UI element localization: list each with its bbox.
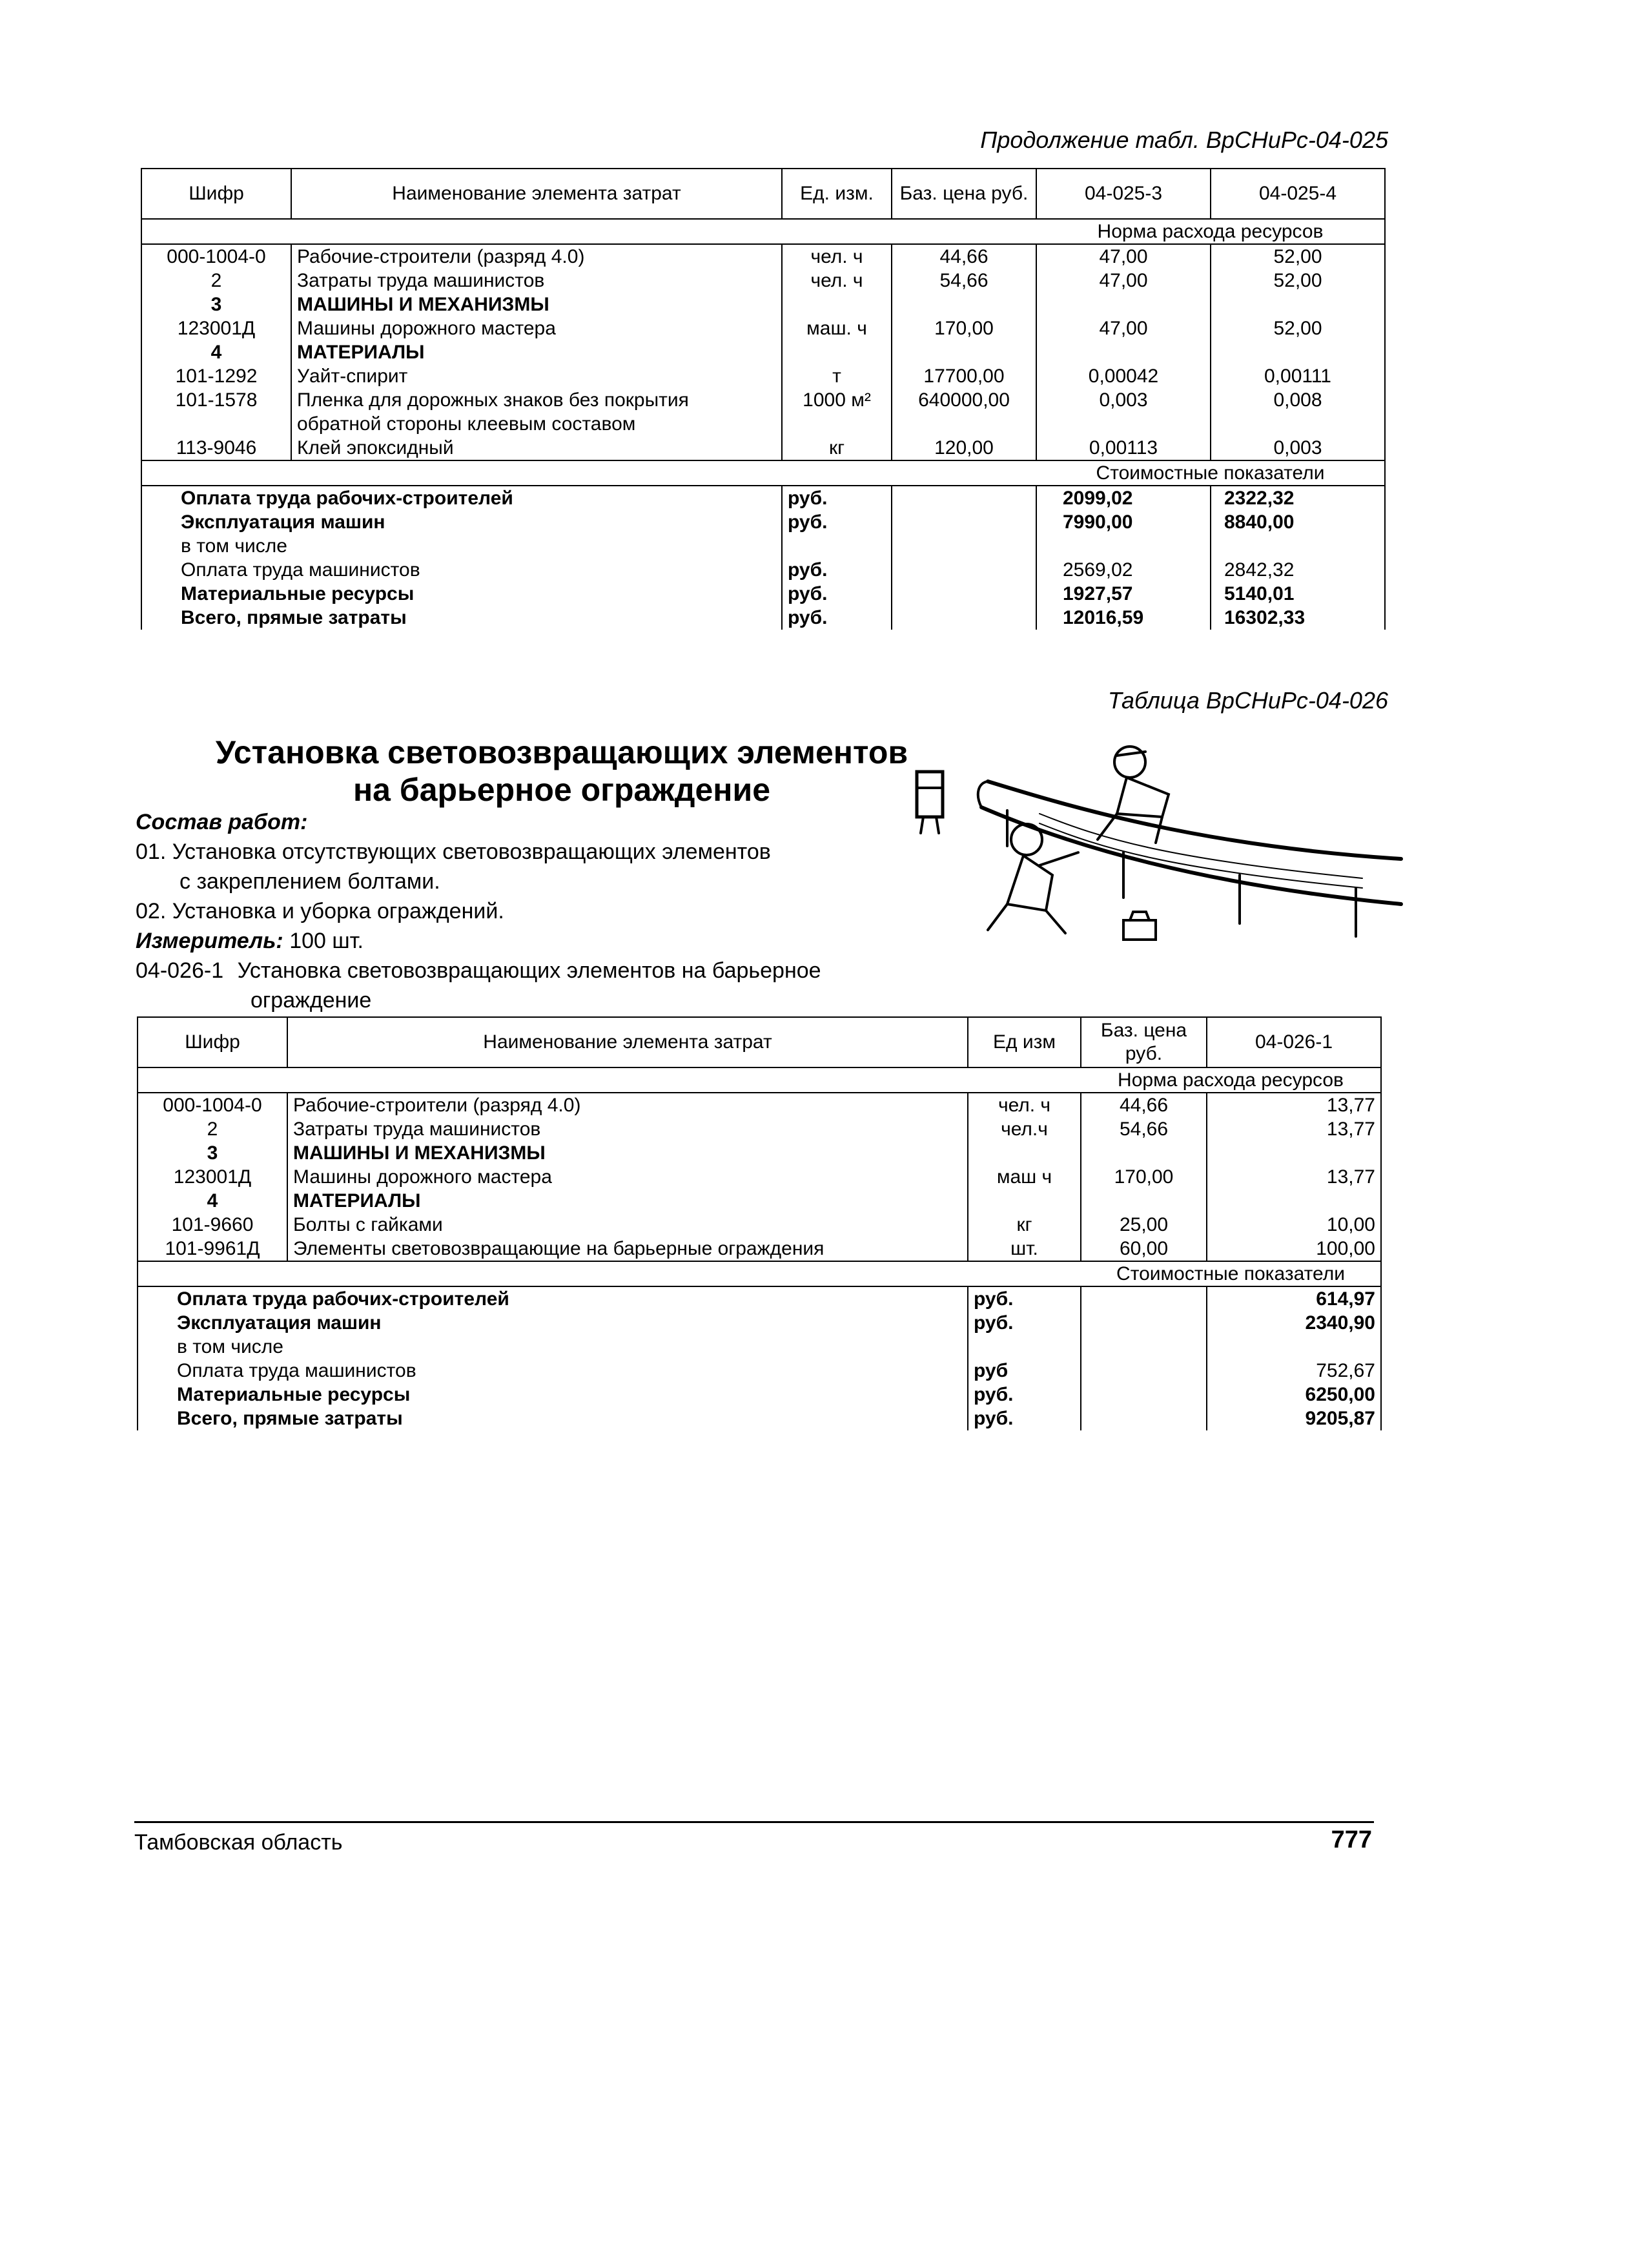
norm-label-row [138,1067,1381,1093]
row-name: Затраты труда машинистов [287,1117,968,1141]
row-code: 101-1292 [141,364,291,388]
row-code: 2 [138,1117,287,1141]
cost-value-1: 1927,57 [1036,582,1211,606]
row-code: 2 [141,269,291,293]
row-value-1 [1036,412,1211,436]
cost-price-empty [1081,1383,1207,1407]
cost-unit: руб. [968,1407,1081,1430]
row-value-1: 10,00 [1207,1213,1381,1237]
row-value-1 [1207,1141,1381,1165]
row-value-1: 0,003 [1036,388,1211,412]
row-price: 44,66 [1081,1093,1207,1117]
table-row [138,1117,1381,1141]
row-value-2: 0,008 [1211,388,1385,412]
cost-price-empty [1081,1335,1207,1359]
row-unit [968,1189,1081,1213]
cost-value-1: 2099,02 [1036,486,1211,510]
work-item-2: 02. Установка и уборка ограждений. [136,899,504,923]
table-row [138,1141,1381,1165]
table-row [141,316,1385,340]
table-row [138,1237,1381,1261]
cost-unit: руб. [782,510,892,534]
cost-value-1: 12016,59 [1036,606,1211,630]
row-code: 101-9961Д [138,1237,287,1261]
cost-price-empty [892,558,1036,582]
cost-row [138,1335,1381,1359]
workers-barrier-illustration [910,736,1414,956]
row-unit: чел. ч [968,1093,1081,1117]
row-code: 101-9660 [138,1213,287,1237]
row-name: Машины дорожного мастера [291,316,782,340]
row-value-1 [1036,340,1211,364]
header-name: Наименование элемента затрат [291,169,782,219]
item-line [136,956,943,985]
section-title [149,734,975,809]
row-unit: чел. ч [782,244,892,269]
row-name: Болты с гайками [287,1213,968,1237]
row-unit: кг [968,1213,1081,1237]
cost-value-2 [1211,534,1385,558]
cost-unit: руб. [782,486,892,510]
table-026-caption: Таблица ВрСНиРс-04-026 [1107,687,1388,714]
cost-label-row [141,460,1385,486]
row-value-2: 0,00111 [1211,364,1385,388]
header-code: Шифр [138,1017,287,1067]
row-value-2: 52,00 [1211,244,1385,269]
header-col1: 04-026-1 [1207,1017,1381,1067]
cost-value-1 [1207,1335,1381,1359]
cost-unit: руб. [968,1286,1081,1311]
cost-row [141,582,1385,606]
cost-unit: руб [968,1359,1081,1383]
row-price: 640000,00 [892,388,1036,412]
cost-value-2: 2322,32 [1211,486,1385,510]
cost-price-empty [892,582,1036,606]
work-item-1-cont: с закреплением болтами. [179,869,440,894]
row-unit [782,412,892,436]
row-code: 3 [141,293,291,316]
cost-value-2: 8840,00 [1211,510,1385,534]
row-name: Элементы световозвращающие на барьерные ограждения [287,1237,968,1261]
row-code: 123001Д [141,316,291,340]
cost-name: в том числе [138,1335,968,1359]
header-name: Наименование элемента затрат [287,1017,968,1067]
row-name: Затраты труда машинистов [291,269,782,293]
row-unit: кг [782,436,892,460]
cost-unit: руб. [782,558,892,582]
row-name: МАТЕРИАЛЫ [287,1189,968,1213]
cost-name: Оплата труда машинистов [141,558,782,582]
row-code: 000-1004-0 [141,244,291,269]
row-value-2: 52,00 [1211,316,1385,340]
cost-unit [968,1335,1081,1359]
table-row [141,293,1385,316]
row-price [1081,1141,1207,1165]
section-title-line2: на барьерное ограждение [353,772,771,808]
cost-value-1: 2569,02 [1036,558,1211,582]
cost-unit: руб. [782,606,892,630]
cost-price-empty [1081,1286,1207,1311]
row-price [1081,1189,1207,1213]
table-row [141,269,1385,293]
cost-value-1: 9205,87 [1207,1407,1381,1430]
cost-value-1: 2340,90 [1207,1311,1381,1335]
row-value-2: 52,00 [1211,269,1385,293]
row-value-1: 47,00 [1036,269,1211,293]
page-number: 777 [1331,1826,1372,1853]
table-row [141,340,1385,364]
bottom-resource-rows [138,1093,1381,1261]
row-value-1: 47,00 [1036,316,1211,340]
cost-unit: руб. [968,1383,1081,1407]
header-col2: 04-025-4 [1211,169,1385,219]
row-code: 000-1004-0 [138,1093,287,1117]
row-name: Машины дорожного мастера [287,1165,968,1189]
row-unit: т [782,364,892,388]
top-cost-rows [141,486,1385,630]
top-resource-rows [141,244,1385,460]
row-code: 113-9046 [141,436,291,460]
row-code: 4 [138,1189,287,1213]
row-value-1 [1207,1189,1381,1213]
row-name: МАТЕРИАЛЫ [291,340,782,364]
cost-name: Материальные ресурсы [141,582,782,606]
header-price: Баз. цена руб. [892,169,1036,219]
cost-value-2: 2842,32 [1211,558,1385,582]
row-price: 17700,00 [892,364,1036,388]
row-code: 101-1578 [141,388,291,412]
header-price: Баз. цена руб. [1081,1017,1207,1067]
top-cost-table [141,168,1386,630]
norm-label-row [141,219,1385,244]
table-row [138,1213,1381,1237]
item-text: Установка световозвращающих элементов на барьерное [237,958,821,983]
row-value-2: 0,003 [1211,436,1385,460]
section-title-line1: Установка световозвращающих элементов [215,734,908,770]
row-unit: шт. [968,1237,1081,1261]
bottom-cost-rows [138,1286,1381,1430]
table-row [141,388,1385,412]
top-table-caption: Продолжение табл. ВрСНиРс-04-025 [980,127,1388,153]
cost-price-empty [1081,1407,1207,1430]
table-row [141,244,1385,269]
row-unit: маш. ч [782,316,892,340]
work-label: Состав работ: [136,810,308,834]
cost-label-row [138,1261,1381,1286]
row-price: 170,00 [892,316,1036,340]
cost-spacer [141,460,1036,486]
row-value-1 [1036,293,1211,316]
cost-row [141,558,1385,582]
row-value-1: 13,77 [1207,1093,1381,1117]
cost-name: Всего, прямые затраты [141,606,782,630]
row-price: 60,00 [1081,1237,1207,1261]
item-text-cont: ограждение [251,988,372,1013]
cost-row [141,486,1385,510]
row-price [892,412,1036,436]
row-name: Рабочие-строители (разряд 4.0) [287,1093,968,1117]
row-name: МАШИНЫ И МЕХАНИЗМЫ [291,293,782,316]
table-row [141,364,1385,388]
row-value-1: 47,00 [1036,244,1211,269]
row-unit: 1000 м² [782,388,892,412]
row-value-1: 13,77 [1207,1165,1381,1189]
row-unit [782,293,892,316]
item-code: 04-026-1 [136,958,224,983]
row-name: Рабочие-строители (разряд 4.0) [291,244,782,269]
cost-row [141,510,1385,534]
row-price [892,340,1036,364]
row-name: обратной стороны клеевым составом [291,412,782,436]
table-row [138,1165,1381,1189]
cost-spacer [138,1261,1081,1286]
row-unit: чел. ч [782,269,892,293]
footer-region: Тамбовская область [134,1830,343,1855]
row-unit: чел.ч [968,1117,1081,1141]
cost-name: Эксплуатация машин [141,510,782,534]
cost-row [141,534,1385,558]
table-header-row [138,1017,1381,1067]
row-price: 120,00 [892,436,1036,460]
norm-spacer [141,219,1036,244]
work-item-1: 01. Установка отсутствующих световозвращающих элементов [136,840,771,864]
row-value-1: 13,77 [1207,1117,1381,1141]
header-col1: 04-025-3 [1036,169,1211,219]
row-value-1: 0,00113 [1036,436,1211,460]
row-price: 170,00 [1081,1165,1207,1189]
cost-price-empty [1081,1311,1207,1335]
bottom-cost-table [137,1016,1382,1430]
row-unit [968,1141,1081,1165]
cost-name: Всего, прямые затраты [138,1407,968,1430]
cost-price-empty [892,510,1036,534]
cost-name: Оплата труда рабочих-строителей [141,486,782,510]
row-value-2 [1211,412,1385,436]
footer-divider [134,1821,1374,1823]
row-price [892,293,1036,316]
row-unit: маш ч [968,1165,1081,1189]
cost-value-1 [1036,534,1211,558]
header-unit: Ед. изм. [782,169,892,219]
cost-price-empty [1081,1359,1207,1383]
row-price: 25,00 [1081,1213,1207,1237]
cost-name: Эксплуатация машин [138,1311,968,1335]
table-row [138,1093,1381,1117]
row-value-2 [1211,340,1385,364]
cost-value-1: 614,97 [1207,1286,1381,1311]
row-name: Уайт-спирит [291,364,782,388]
cost-label: Стоимостные показатели [1081,1261,1381,1286]
work-description [136,807,943,1015]
header-code: Шифр [141,169,291,219]
norm-label: Норма расхода ресурсов [1036,219,1385,244]
header-unit: Ед изм [968,1017,1081,1067]
row-value-2 [1211,293,1385,316]
row-code [141,412,291,436]
row-value-1: 0,00042 [1036,364,1211,388]
cost-price-empty [892,486,1036,510]
cost-name: Оплата труда машинистов [138,1359,968,1383]
cost-row [141,606,1385,630]
row-name: Клей эпоксидный [291,436,782,460]
cost-unit: руб. [968,1311,1081,1335]
cost-price-empty [892,534,1036,558]
row-code: 3 [138,1141,287,1165]
row-price: 44,66 [892,244,1036,269]
row-code: 123001Д [138,1165,287,1189]
table-row [141,412,1385,436]
row-unit [782,340,892,364]
meter-value: 100 шт. [289,929,364,953]
meter-label: Измеритель: [136,929,283,953]
row-price: 54,66 [1081,1117,1207,1141]
cost-value-2: 5140,01 [1211,582,1385,606]
table-row [138,1189,1381,1213]
cost-unit [782,534,892,558]
norm-spacer [138,1067,1081,1093]
row-name: МАШИНЫ И МЕХАНИЗМЫ [287,1141,968,1165]
cost-name: в том числе [141,534,782,558]
cost-unit: руб. [782,582,892,606]
cost-row [138,1359,1381,1383]
table-header-row [141,169,1385,219]
cost-row [138,1383,1381,1407]
cost-price-empty [892,606,1036,630]
row-code: 4 [141,340,291,364]
norm-label: Норма расхода ресурсов [1081,1067,1381,1093]
cost-row [138,1286,1381,1311]
cost-name: Оплата труда рабочих-строителей [138,1286,968,1311]
cost-value-1: 6250,00 [1207,1383,1381,1407]
cost-row [138,1311,1381,1335]
table-row [141,436,1385,460]
meter-line [136,926,943,956]
row-value-1: 100,00 [1207,1237,1381,1261]
row-price: 54,66 [892,269,1036,293]
cost-name: Материальные ресурсы [138,1383,968,1407]
row-name: Пленка для дорожных знаков без покрытия [291,388,782,412]
cost-row [138,1407,1381,1430]
cost-value-2: 16302,33 [1211,606,1385,630]
cost-value-1: 7990,00 [1036,510,1211,534]
cost-value-1: 752,67 [1207,1359,1381,1383]
cost-label: Стоимостные показатели [1036,460,1385,486]
